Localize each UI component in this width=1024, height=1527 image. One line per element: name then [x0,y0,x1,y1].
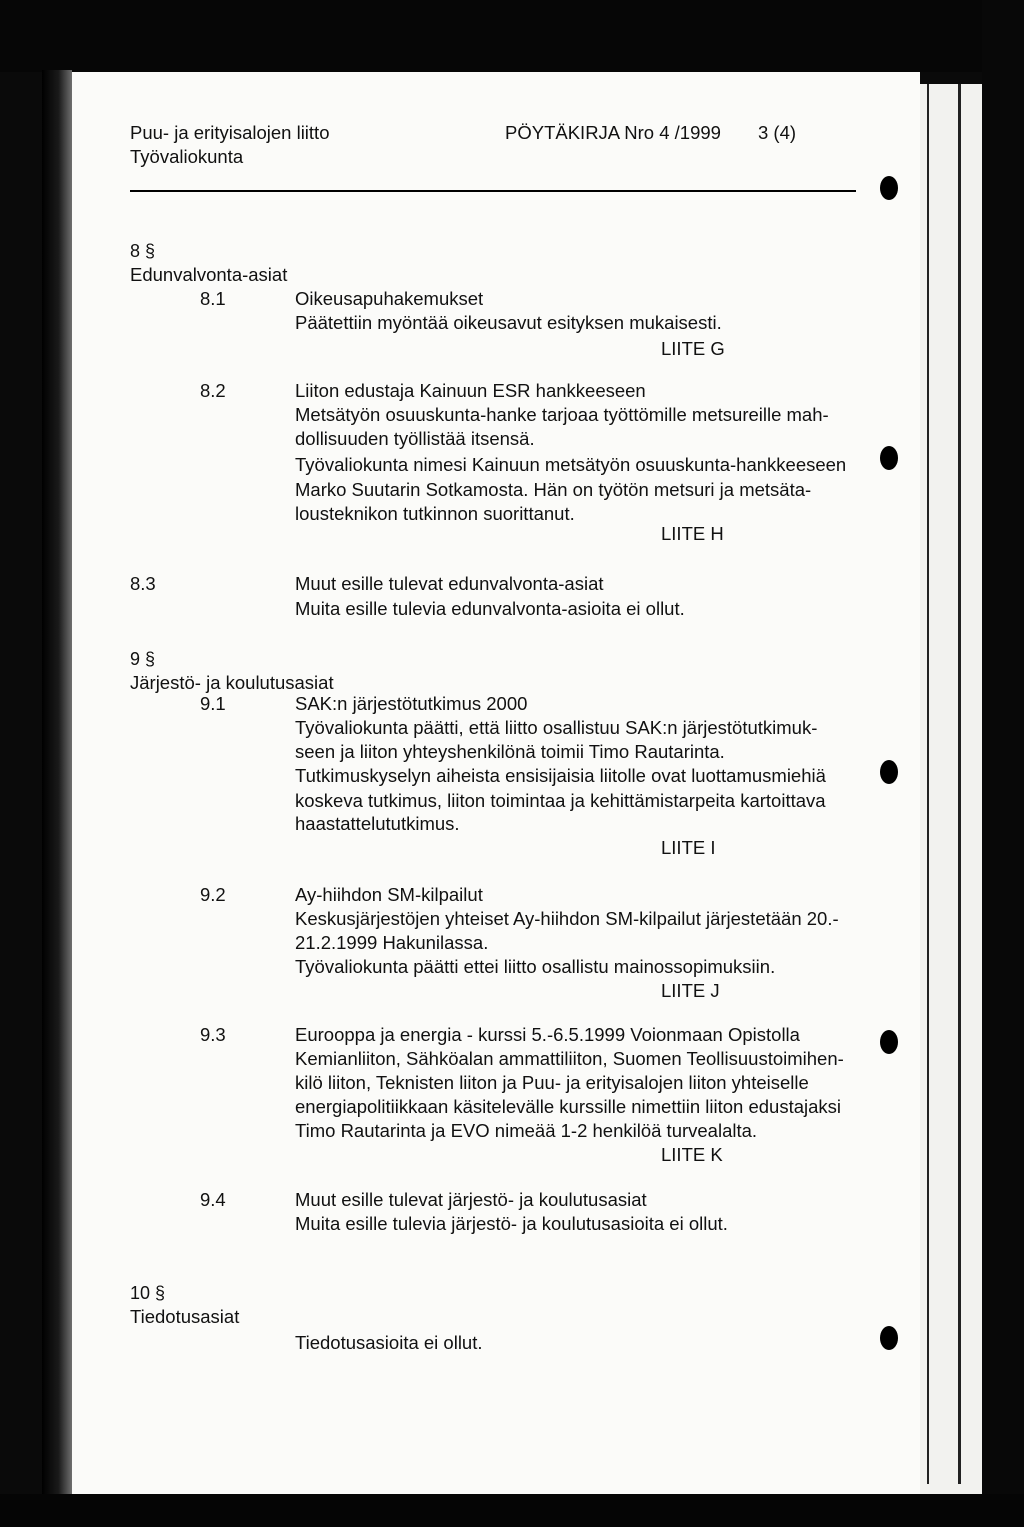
attachment-ref: LIITE H [661,523,724,544]
item-heading: Oikeusapuhakemukset [295,288,484,309]
scan-shadow-left [42,70,72,1500]
item-text-line: Tutkimuskyselyn aiheista ensisijaisia liitolle ovat luottamusmiehiä [295,765,826,786]
punch-hole [880,176,898,200]
item-heading: Eurooppa ja energia - kurssi 5.-6.5.1999 Voionmaan Opistolla [295,1024,800,1045]
item-heading: Muut esille tulevat järjestö- ja koulutusasiat [295,1189,647,1210]
punch-hole [880,760,898,784]
item-text-line: kilö liiton, Teknisten liiton ja Puu- ja erityisalojen liiton yhteiselle [295,1072,809,1093]
item-text-line: seen ja liiton yhteyshenkilönä toimii Timo Rautarinta. [295,741,725,762]
item-heading: SAK:n järjestötutkimus 2000 [295,693,528,714]
item-heading: Ay-hiihdon SM-kilpailut [295,884,483,905]
header-department: Työvaliokunta [130,146,244,167]
section-8-title: Edunvalvonta-asiat [130,264,288,285]
item-heading: Muut esille tulevat edunvalvonta-asiat [295,573,604,594]
header-page-number: 3 (4) [758,122,797,143]
attachment-ref: LIITE G [661,338,725,359]
item-text-line: haastattelututkimus. [295,813,460,834]
attachment-ref: LIITE I [661,837,716,858]
item-text-line: dollisuuden työllistää itsensä. [295,428,535,449]
item-number: 8.3 [130,573,156,594]
page-edge-line [927,84,929,1484]
page-edge-strip [920,84,982,1496]
item-number: 9.2 [200,884,226,905]
punch-hole [880,446,898,470]
header-org: Puu- ja erityisalojen liitto [130,122,330,143]
item-number: 9.4 [200,1189,226,1210]
section-9-mark: 9 § [130,649,156,669]
item-text-line: Päätettiin myöntää oikeusavut esityksen mukaisesti. [295,312,722,333]
item-text-line: Työvaliokunta nimesi Kainuun metsätyön osuuskunta-hankkeeseen [295,454,847,475]
header-document-number: PÖYTÄKIRJA Nro 4 /1999 [505,122,721,143]
item-text-line: Marko Suutarin Sotkamosta. Hän on työtön metsuri ja metsäta- [295,479,812,500]
item-text-line: Tiedotusasioita ei ollut. [295,1332,483,1353]
scan-border-right [982,0,1024,1527]
punch-hole [880,1326,898,1350]
item-text-line: Muita esille tulevia järjestö- ja koulutusasioita ei ollut. [295,1213,728,1234]
item-number: 8.1 [200,288,226,309]
item-text-line: Keskusjärjestöjen yhteiset Ay-hiihdon SM-kilpailut järjestetään 20.- [295,908,839,929]
attachment-ref: LIITE K [661,1144,723,1165]
item-text-line: Muita esille tulevia edunvalvonta-asioita ei ollut. [295,598,685,619]
item-text-line: 21.2.1999 Hakunilassa. [295,932,489,953]
section-10-title: Tiedotusasiat [130,1306,240,1327]
item-text-line: Metsätyön osuuskunta-hanke tarjoaa työttömille metsureille mah- [295,404,829,425]
item-text-line: Timo Rautarinta ja EVO nimeää 1-2 henkilöä turvealalta. [295,1120,758,1141]
header-rule [130,190,856,192]
item-number: 9.3 [200,1024,226,1045]
section-9-title: Järjestö- ja koulutusasiat [130,672,334,693]
item-number: 8.2 [200,380,226,401]
item-text-line: Kemianliiton, Sähköalan ammattiliiton, Suomen Teollisuustoimihen- [295,1048,844,1069]
item-number: 9.1 [200,693,226,714]
attachment-ref: LIITE J [661,980,720,1001]
item-text-line: energiapolitiikkaan käsitelevälle kurssille nimettiin liiton edustajaksi [295,1096,842,1117]
section-8-mark: 8 § [130,241,156,261]
section-10-mark: 10 § [130,1283,166,1303]
item-text-line: Työvaliokunta päätti ettei liitto osallistu mainossopimuksiin. [295,956,776,977]
item-heading: Liiton edustaja Kainuun ESR hankkeeseen [295,380,646,401]
item-text-line: lousteknikon tutkinnon suorittanut. [295,503,575,524]
page-edge-line [958,84,961,1484]
item-text-line: Työvaliokunta päätti, että liitto osallistuu SAK:n järjestötutkimuk- [295,717,818,738]
punch-hole [880,1030,898,1054]
item-text-line: koskeva tutkimus, liiton toimintaa ja kehittämistarpeita kartoittava [295,790,826,811]
scan-border-top [0,0,1024,72]
scan-border-bottom [0,1494,1024,1527]
